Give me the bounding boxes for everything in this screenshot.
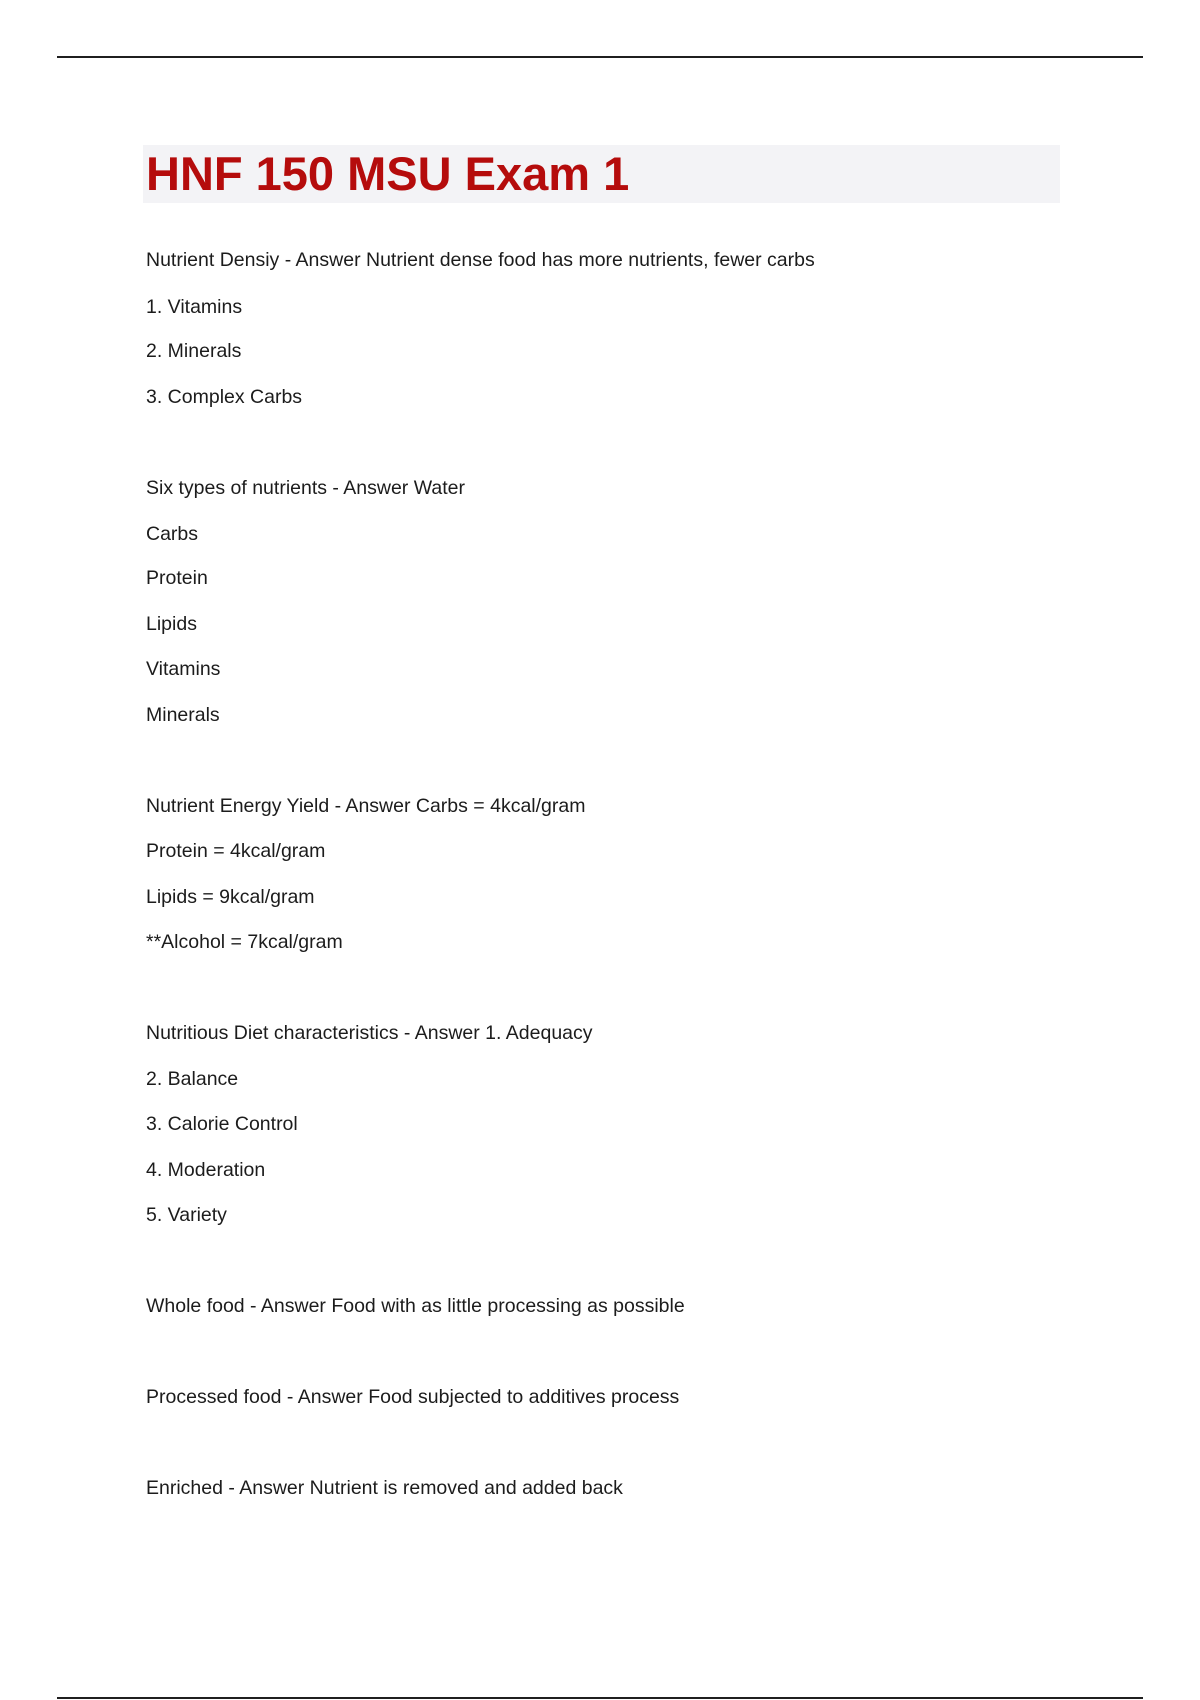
qa-line: Vitamins [146,658,221,680]
qa-line: 2. Minerals [146,340,242,362]
qa-line: Whole food - Answer Food with as little processing as possible [146,1295,685,1317]
qa-line: Lipids [146,613,197,635]
qa-line: **Alcohol = 7kcal/gram [146,931,343,953]
qa-line: 5. Variety [146,1204,227,1226]
qa-line: Enriched - Answer Nutrient is removed and added back [146,1477,623,1499]
qa-line: Nutrient Energy Yield - Answer Carbs = 4kcal/gram [146,795,586,817]
qa-line: Lipids = 9kcal/gram [146,886,315,908]
qa-line: Six types of nutrients - Answer Water [146,477,465,499]
qa-line: 4. Moderation [146,1159,266,1181]
top-rule [57,56,1143,58]
document-title: HNF 150 MSU Exam 1 [146,147,630,200]
qa-line: Processed food - Answer Food subjected to additives process [146,1386,680,1408]
qa-line: 3. Calorie Control [146,1113,298,1135]
qa-line: Nutrient Densiy - Answer Nutrient dense food has more nutrients, fewer carbs [146,249,815,271]
qa-line: 1. Vitamins [146,296,243,318]
qa-line: Protein [146,567,208,589]
qa-line: Nutritious Diet characteristics - Answer 1. Adequacy [146,1022,593,1044]
qa-line: 3. Complex Carbs [146,386,303,408]
qa-line: 2. Balance [146,1068,239,1090]
bottom-rule [57,1697,1143,1699]
qa-line: Carbs [146,523,199,545]
qa-line: Protein = 4kcal/gram [146,840,326,862]
qa-line: Minerals [146,704,220,726]
